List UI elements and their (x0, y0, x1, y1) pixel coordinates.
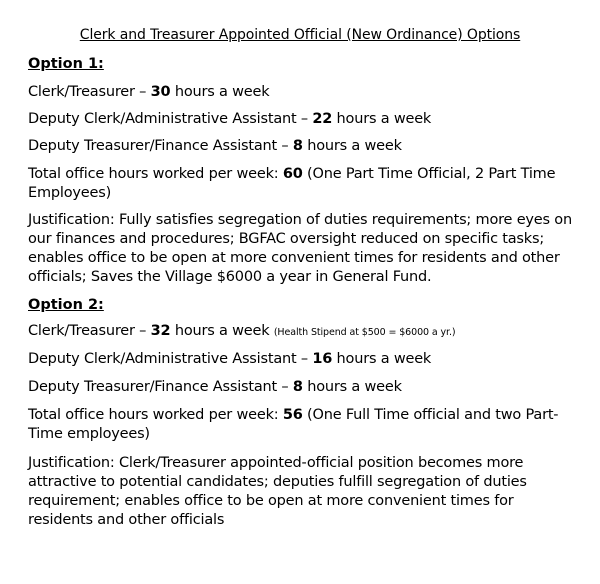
option1-deputy-clerk-hours: 22 (312, 111, 333, 127)
option1-total-label: Total office hours worked per week: (28, 166, 283, 182)
option1-clerk-suffix: hours a week (170, 84, 270, 100)
option2-heading: Option 2: (28, 297, 104, 313)
option1-clerk-label: Clerk/Treasurer – (28, 84, 151, 100)
option1-deputy-clerk-line (28, 110, 576, 129)
option1-total-hours: 60 (282, 166, 303, 182)
option2-deputy-clerk-suffix: hours a week (332, 351, 432, 367)
option2-clerk-suffix: hours a week (170, 323, 270, 339)
option2-total-label: Total office hours worked per week: (28, 407, 283, 423)
option2-deputy-clerk-line (28, 350, 576, 369)
option1-deputy-clerk-label: Deputy Clerk/Administrative Assistant – (28, 111, 313, 127)
option2-clerk-line (28, 322, 576, 342)
option2-deputy-treasurer-suffix: hours a week (302, 379, 402, 395)
document-title: Clerk and Treasurer Appointed Official (New Ordinance) Options (79, 27, 521, 43)
option2-deputy-treasurer-hours: 8 (292, 379, 303, 395)
option1-clerk-line (28, 83, 576, 102)
option1-deputy-clerk-suffix: hours a week (332, 111, 432, 127)
option1-deputy-treasurer-line (28, 137, 576, 156)
option1-total-line (28, 165, 576, 203)
option2-total-hours: 56 (282, 407, 303, 423)
option2-deputy-clerk-label: Deputy Clerk/Administrative Assistant – (28, 351, 313, 367)
option2-clerk-hours: 32 (150, 323, 171, 339)
option1-justification: Justification: Fully satisfies segregation of duties requirements; more eyes on our finances and procedures; BGFAC oversight reduced on specific tasks; enables office to be open at more convenient times for residents and other officials; Saves the Village $6000 a year in General Fund. (28, 212, 572, 285)
option2-clerk-label: Clerk/Treasurer – (28, 323, 151, 339)
option1-deputy-treasurer-suffix: hours a week (302, 138, 402, 154)
option2-justification: Justification: Clerk/Treasurer appointed-official position becomes more attractive to potential candidates; deputies fulfill segregation of duties requirement; enables office to be open at more convenient times for residents and other officials (28, 455, 527, 528)
option2-deputy-treasurer-line (28, 378, 576, 397)
option2-deputy-clerk-hours: 16 (312, 351, 333, 367)
option1-deputy-treasurer-hours: 8 (292, 138, 303, 154)
option2-clerk-note: (Health Stipend at $500 = $6000 a yr.) (273, 327, 456, 338)
option2-deputy-treasurer-label: Deputy Treasurer/Finance Assistant – (28, 379, 293, 395)
option2-total-suffix: (One Full Time official and two Part-Time employees) (28, 407, 559, 442)
option1-deputy-treasurer-label: Deputy Treasurer/Finance Assistant – (28, 138, 293, 154)
option2-total-line (28, 406, 576, 444)
option1-clerk-hours: 30 (150, 84, 171, 100)
option1-total-suffix: (One Part Time Official, 2 Part Time Employees) (28, 166, 556, 201)
option1-heading: Option 1: (28, 56, 104, 72)
